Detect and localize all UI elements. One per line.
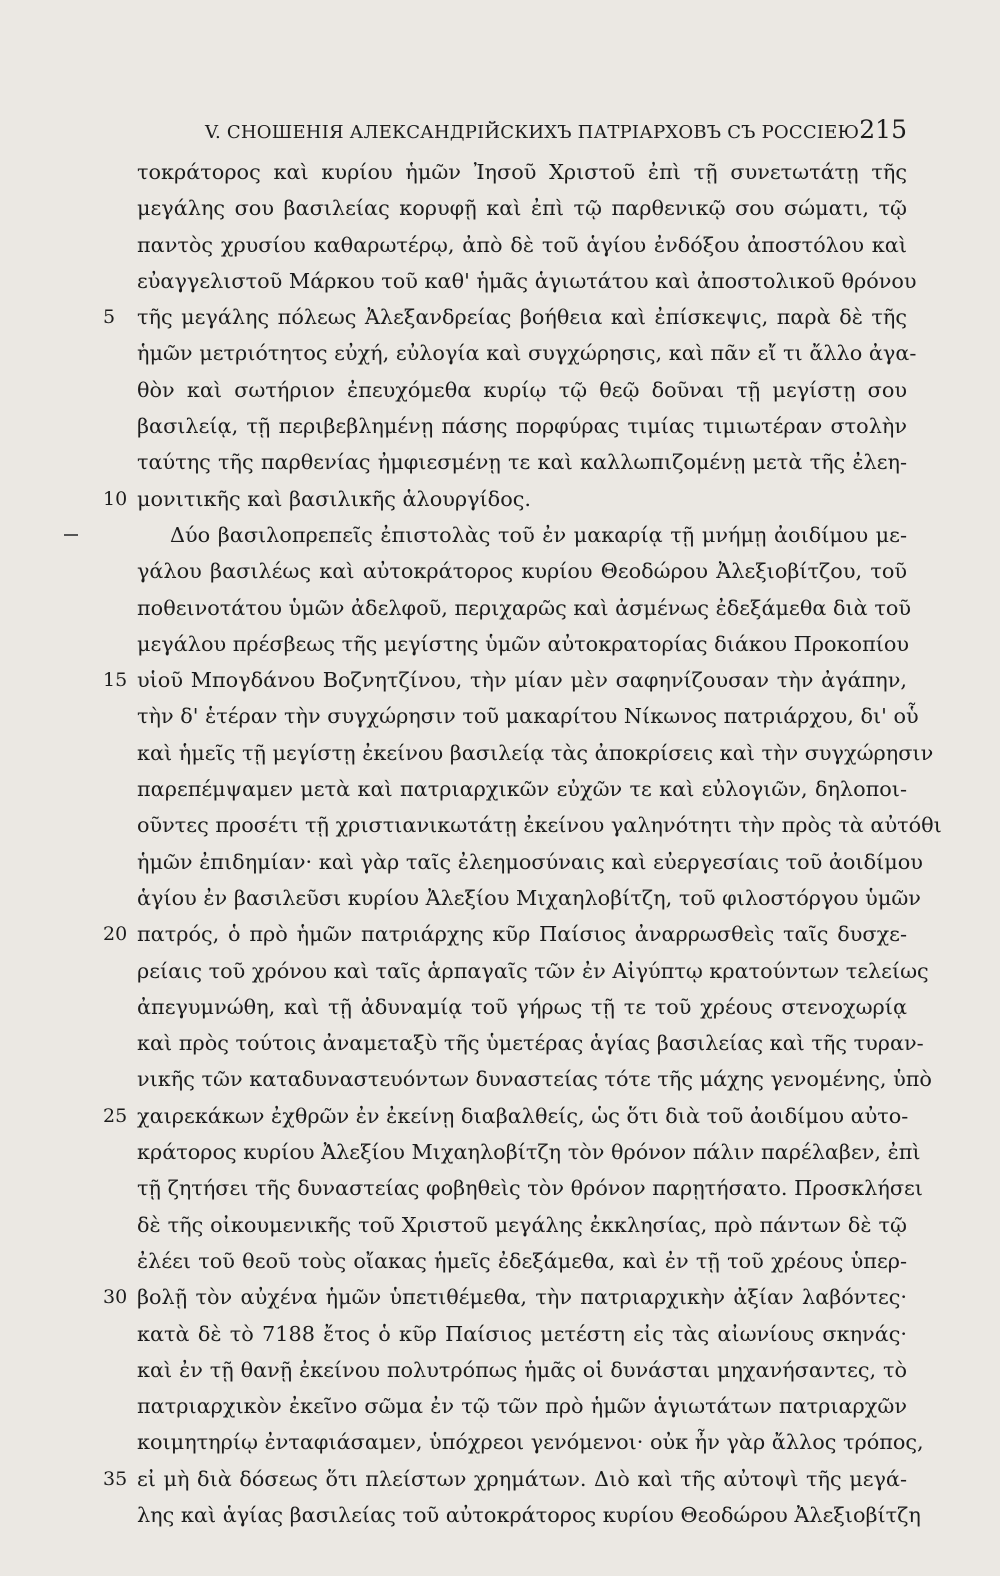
text-line <box>0 1061 1000 1097</box>
line-text: τῇ ζητήσει τῆς δυναστείας φοβηθεὶς τὸν θρόνον παρῃτήσατο. Προσκλήσει <box>137 1176 923 1201</box>
running-title: V. СНОШЕНІЯ АЛЕКСАНДРІЙСКИХЪ ПАТРІАРХОВЪ СЪ РОССІЕЮ. <box>205 122 866 143</box>
text-line <box>0 916 1000 952</box>
text-line <box>0 517 1000 553</box>
line-text: καὶ ἡμεῖς τῇ μεγίστῃ ἐκείνου βασιλείᾳ τὰς ἀποκρίσεις καὶ τὴν συγχώρησιν <box>137 740 934 765</box>
line-number: 15 <box>103 669 128 692</box>
text-line <box>0 299 1000 335</box>
line-text: ἡμῶν μετριότητος εὐχή, εὐλογία καὶ συγχώρησις, καὶ πᾶν εἴ τι ἄλλο ἀγα- <box>137 341 917 366</box>
text-line <box>0 844 1000 880</box>
text-line <box>0 989 1000 1025</box>
line-text: χαιρεκάκων ἐχθρῶν ἐν ἐκείνῃ διαβαλθείς, ὡς ὅτι διὰ τοῦ ἀοιδίμου αὐτο- <box>137 1103 909 1128</box>
line-text: ταύτης τῆς παρθενίας ἠμφιεσμένῃ τε καὶ καλλωπιζομένῃ μετὰ τῆς ἐλεη- <box>137 450 907 475</box>
running-header <box>205 115 907 151</box>
line-text: βολῇ τὸν αὐχένα ἡμῶν ὑπετιθέμεθα, τὴν πατριαρχικὴν ἀξίαν λαβόντες· <box>137 1285 907 1310</box>
line-text: νικῆς τῶν καταδυναστευόντων δυναστείας τότε τῆς μάχης γενομένης, ὑπὸ <box>137 1067 932 1092</box>
text-line <box>0 335 1000 371</box>
line-text: ἀπεγυμνώθη, καὶ τῇ ἀδυναμίᾳ τοῦ γήρως τῇ τε τοῦ χρέους στενοχωρίᾳ <box>137 994 907 1019</box>
text-line <box>0 626 1000 662</box>
text-line <box>0 1279 1000 1315</box>
body-text <box>0 154 1000 1533</box>
text-line <box>0 807 1000 843</box>
line-text: τῆς μεγάλης πόλεως Ἀλεξανδρείας βοήθεια καὶ ἐπίσκεψις, παρὰ δὲ τῆς <box>137 305 907 330</box>
line-text: βασιλείᾳ, τῇ περιβεβλημένῃ πάσης πορφύρας τιμίας τιμιωτέραν στολὴν <box>137 414 907 439</box>
line-number: 30 <box>103 1286 128 1309</box>
line-number: 20 <box>103 923 128 946</box>
line-number: 5 <box>103 306 116 329</box>
line-text: πατριαρχικὸν ἐκεῖνο σῶμα ἐν τῷ τῶν πρὸ ἡμῶν ἁγιωτάτων πατριαρχῶν <box>137 1394 907 1419</box>
text-line <box>0 263 1000 299</box>
line-text: μονιτικῆς καὶ βασιλικῆς ἁλουργίδος. <box>137 486 531 511</box>
line-text: εἰ μὴ διὰ δόσεως ὅτι πλείστων χρημάτων. Διὸ καὶ τῆς αὐτοψὶ τῆς μεγά- <box>137 1466 907 1491</box>
text-line <box>0 771 1000 807</box>
line-text: οῦντες προσέτι τῇ χριστιανικωτάτῃ ἐκείνου γαληνότητι τὴν πρὸς τὰ αὐτόθι <box>137 813 942 838</box>
text-line <box>0 444 1000 480</box>
text-line <box>0 553 1000 589</box>
line-text: καὶ ἐν τῇ θανῇ ἐκείνου πολυτρόπως ἡμᾶς οἱ δυνάσται μηχανήσαντες, τὸ <box>137 1357 907 1382</box>
line-number: 35 <box>103 1467 128 1490</box>
line-text: ρείαις τοῦ χρόνου καὶ ταῖς ἁρπαγαῖς τῶν ἐν Αἰγύπτῳ κρατούντων τελείως <box>137 958 929 983</box>
line-text: Δύο βασιλοπρεπεῖς ἐπιστολὰς τοῦ ἐν μακαρίᾳ τῇ μνήμῃ ἀοιδίμου με- <box>170 522 907 547</box>
line-text: ἁγίου ἐν βασιλεῦσι κυρίου Ἀλεξίου Μιχαηλοβίτζη, τοῦ φιλοστόργου ὑμῶν <box>137 885 921 910</box>
text-line <box>0 1316 1000 1352</box>
text-line <box>0 953 1000 989</box>
line-text: πατρός, ὁ πρὸ ἡμῶν πατριάρχης κῦρ Παίσιος ἀναρρωσθεὶς ταῖς δυσχε- <box>137 922 907 947</box>
text-line <box>0 190 1000 226</box>
text-line <box>0 590 1000 626</box>
line-text: παρεπέμψαμεν μετὰ καὶ πατριαρχικῶν εὐχῶν τε καὶ εὐλογιῶν, δηλοποι- <box>137 777 907 802</box>
line-text: ἡμῶν ἐπιδημίαν· καὶ γὰρ ταῖς ἐλεημοσύναις καὶ εὐεργεσίαις τοῦ ἀοιδίμου <box>137 849 923 874</box>
text-line <box>0 481 1000 517</box>
line-text: καὶ πρὸς τούτοις ἀναμεταξὺ τῆς ὑμετέρας ἁγίας βασιλείας καὶ τῆς τυραν- <box>137 1031 924 1056</box>
text-line <box>0 1497 1000 1533</box>
text-line <box>0 372 1000 408</box>
line-text: κράτορος κυρίου Ἀλεξίου Μιχαηλοβίτζη τὸν θρόνον πάλιν παρέλαβεν, ἐπὶ <box>137 1140 921 1165</box>
line-text: μεγάλης σου βασιλείας κορυφῇ καὶ ἐπὶ τῷ παρθενικῷ σου σώματι, τῷ <box>137 196 907 221</box>
line-text: θὸν καὶ σωτήριον ἐπευχόμεθα κυρίῳ τῷ θεῷ δοῦναι τῇ μεγίστῃ σου <box>137 377 907 402</box>
text-line <box>0 1352 1000 1388</box>
line-text: παντὸς χρυσίου καθαρωτέρῳ, ἀπὸ δὲ τοῦ ἁγίου ἐνδόξου ἀποστόλου καὶ <box>137 232 907 257</box>
line-text: κοιμητηρίῳ ἐνταφιάσαμεν, ὑπόχρεοι γενόμενοι· οὐκ ἦν γὰρ ἄλλος τρόπος, <box>137 1430 924 1455</box>
text-line <box>0 408 1000 444</box>
line-text: ποθεινοτάτου ὑμῶν ἀδελφοῦ, περιχαρῶς καὶ ἀσμένως ἐδεξάμεθα διὰ τοῦ <box>137 595 911 620</box>
text-line <box>0 698 1000 734</box>
line-text: δὲ τῆς οἰκουμενικῆς τοῦ Χριστοῦ μεγάλης ἐκκλησίας, πρὸ πάντων δὲ τῷ <box>137 1212 907 1237</box>
line-text: ἐλέει τοῦ θεοῦ τοὺς οἴακας ἡμεῖς ἐδεξάμεθα, καὶ ἐν τῇ τοῦ χρέους ὑπερ- <box>137 1248 907 1273</box>
text-line <box>0 662 1000 698</box>
margin-mark <box>64 534 78 536</box>
line-text: γάλου βασιλέως καὶ αὐτοκράτορος κυρίου Θεοδώρου Ἀλεξιοβίτζου, τοῦ <box>137 559 907 584</box>
text-line <box>0 1461 1000 1497</box>
text-line <box>0 1388 1000 1424</box>
text-line <box>0 1170 1000 1206</box>
line-text: κατὰ δὲ τὸ 7188 ἔτος ὁ κῦρ Παίσιος μετέστη εἰς τὰς αἰωνίους σκηνάς· <box>137 1321 907 1346</box>
text-line <box>0 1134 1000 1170</box>
line-number: 25 <box>103 1104 128 1127</box>
text-line <box>0 227 1000 263</box>
line-text: λης καὶ ἁγίας βασιλείας τοῦ αὐτοκράτορος κυρίου Θεοδώρου Ἀλεξιοβίτζη <box>137 1502 921 1527</box>
text-line <box>0 1243 1000 1279</box>
line-text: εὐαγγελιστοῦ Μάρκου τοῦ καθ' ἡμᾶς ἁγιωτάτου καὶ ἀποστολικοῦ θρόνου <box>137 268 917 293</box>
line-text: τὴν δ' ἑτέραν τὴν συγχώρησιν τοῦ μακαρίτου Νίκωνος πατριάρχου, δι' οὗ <box>137 704 919 729</box>
text-line <box>0 1098 1000 1134</box>
line-text: μεγάλου πρέσβεως τῆς μεγίστης ὑμῶν αὐτοκρατορίας διάκου Προκοπίου <box>137 631 910 656</box>
text-line <box>0 1025 1000 1061</box>
text-line <box>0 1207 1000 1243</box>
text-line <box>0 1424 1000 1460</box>
text-line <box>0 154 1000 190</box>
text-line <box>0 735 1000 771</box>
text-line <box>0 880 1000 916</box>
page-number: 215 <box>859 115 907 144</box>
line-text: υἱοῦ Μπογδάνου Βοζνητζίνου, τὴν μίαν μὲν σαφηνίζουσαν τὴν ἀγάπην, <box>137 668 907 693</box>
line-number: 10 <box>103 487 128 510</box>
line-text: τοκράτορος καὶ κυρίου ἡμῶν Ἰησοῦ Χριστοῦ ἐπὶ τῇ συνετωτάτῃ τῆς <box>137 160 907 184</box>
